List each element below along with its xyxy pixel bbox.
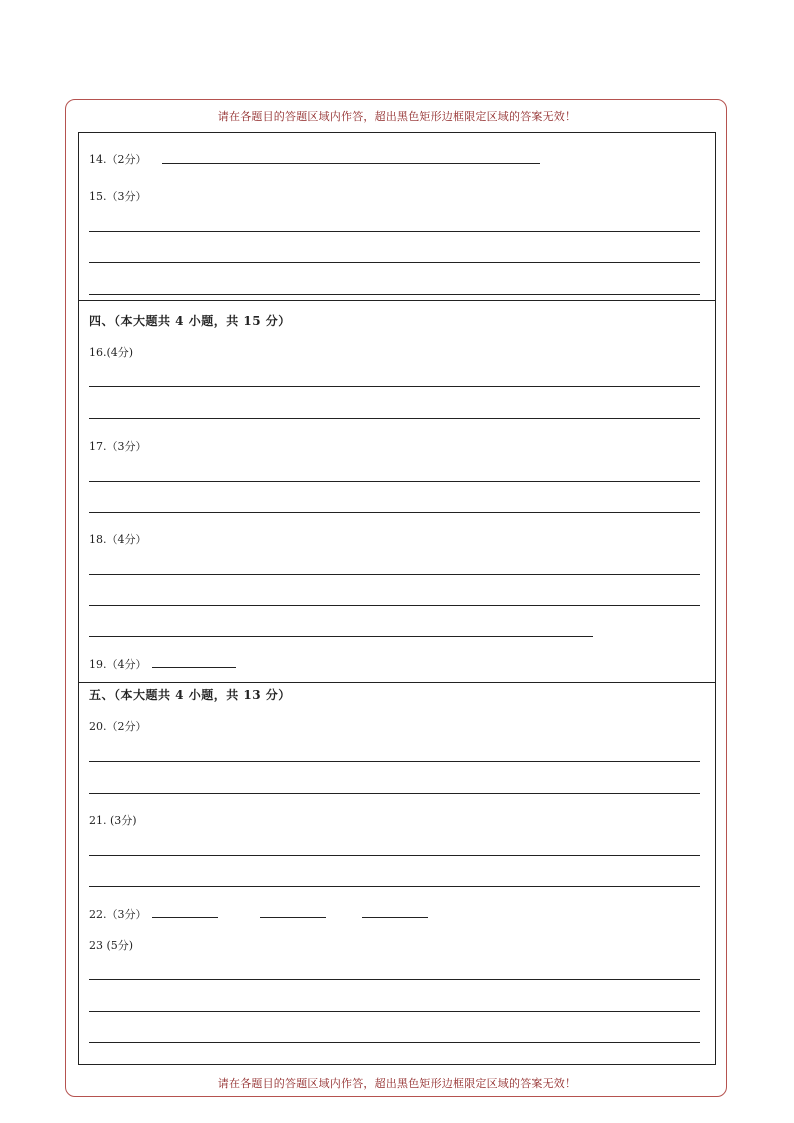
question-15-label: 15.（3分） (89, 190, 147, 203)
question-20-answer-line-2[interactable] (89, 793, 700, 794)
question-19-answer-line[interactable] (152, 667, 236, 668)
section-divider (78, 300, 716, 301)
question-22-blank-3[interactable] (362, 917, 428, 918)
question-14-label: 14.（2分） (89, 153, 147, 166)
question-15-answer-line-1[interactable] (89, 231, 700, 232)
question-23-answer-line-1[interactable] (89, 979, 700, 980)
question-23-answer-line-3[interactable] (89, 1042, 700, 1043)
question-18-answer-line-1[interactable] (89, 574, 700, 575)
question-17-label: 17.（3分） (89, 440, 147, 453)
question-22-label: 22.（3分） (89, 908, 147, 921)
question-18-label: 18.（4分） (89, 533, 147, 546)
question-15-answer-line-3[interactable] (89, 294, 700, 295)
question-16-answer-line-2[interactable] (89, 418, 700, 419)
question-14-answer-line[interactable] (162, 163, 540, 164)
section-four-heading: 四、（本大题共 4 小题，共 15 分） (89, 314, 291, 328)
question-21-label: 21. (3分) (89, 814, 137, 827)
question-23-answer-line-2[interactable] (89, 1011, 700, 1012)
top-notice: 请在各题目的答题区域内作答，超出黑色矩形边框限定区域的答案无效！ (217, 110, 577, 123)
section-divider (78, 682, 716, 683)
bottom-notice: 请在各题目的答题区域内作答，超出黑色矩形边框限定区域的答案无效！ (217, 1077, 577, 1090)
question-17-answer-line-2[interactable] (89, 512, 700, 513)
question-20-label: 20.（2分） (89, 720, 147, 733)
question-16-label: 16.(4分) (89, 346, 134, 359)
question-21-answer-line-1[interactable] (89, 855, 700, 856)
question-15-answer-line-2[interactable] (89, 262, 700, 263)
section-five-heading: 五、（本大题共 4 小题，共 13 分） (89, 688, 291, 702)
question-17-answer-line-1[interactable] (89, 481, 700, 482)
question-22-blank-1[interactable] (152, 917, 218, 918)
question-16-answer-line-1[interactable] (89, 386, 700, 387)
question-18-answer-line-3[interactable] (89, 636, 593, 637)
question-19-label: 19.（4分） (89, 658, 147, 671)
question-23-label: 23 (5分) (89, 939, 134, 952)
question-22-blank-2[interactable] (260, 917, 326, 918)
answer-box (78, 132, 716, 1065)
question-18-answer-line-2[interactable] (89, 605, 700, 606)
question-21-answer-line-2[interactable] (89, 886, 700, 887)
question-20-answer-line-1[interactable] (89, 761, 700, 762)
